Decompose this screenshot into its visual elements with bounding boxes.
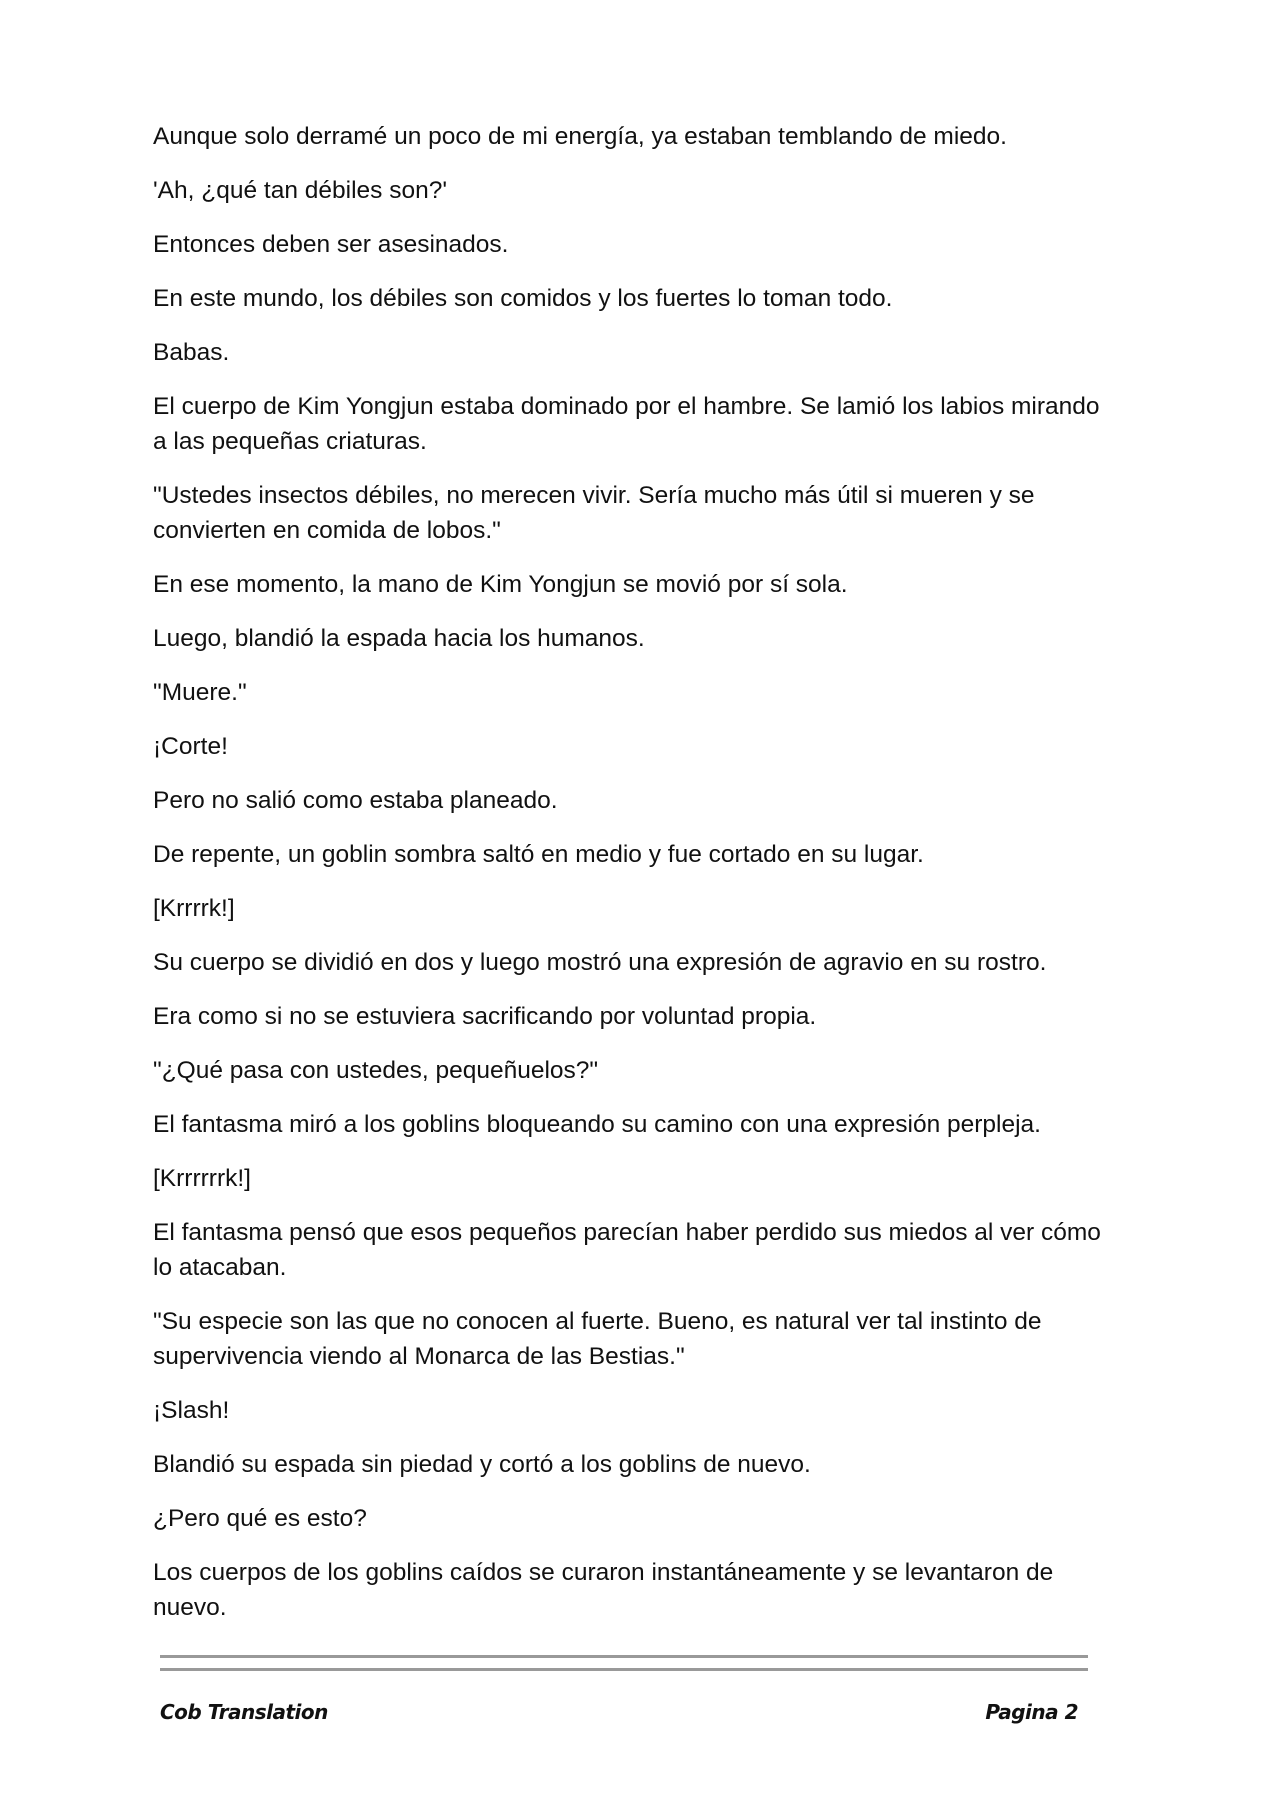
paragraph: Blandió su espada sin piedad y cortó a los goblins de nuevo. [153,1451,811,1478]
paragraph: De repente, un goblin sombra saltó en medio y fue cortado en su lugar. [153,841,924,868]
paragraph: Pero no salió como estaba planeado. [153,787,558,814]
paragraph: En ese momento, la mano de Kim Yongjun se movió por sí sola. [153,571,848,598]
footer-divider-top [160,1655,1088,1658]
document-body [153,119,1103,1644]
footer-translator-credit: Cob Translation [160,1700,328,1724]
paragraph: El fantasma pensó que esos pequeños parecían haber perdido sus miedos al ver cómo lo atacaban. [153,1219,1101,1281]
paragraph: 'Ah, ¿qué tan débiles son?' [153,177,448,204]
paragraph: ¿Pero qué es esto? [153,1505,367,1532]
paragraph: Babas. [153,339,230,366]
paragraph: Aunque solo derramé un poco de mi energía, ya estaban temblando de miedo. [153,123,1007,150]
paragraph: "Su especie son las que no conocen al fuerte. Bueno, es natural ver tal instinto de supervivencia viendo al Monarca de las Bestias." [153,1308,1042,1370]
paragraph: Luego, blandió la espada hacia los humanos. [153,625,645,652]
paragraph: "Ustedes insectos débiles, no merecen vivir. Sería mucho más útil si mueren y se convierten en comida de lobos." [153,482,1035,544]
paragraph: Entonces deben ser asesinados. [153,231,509,258]
paragraph: El cuerpo de Kim Yongjun estaba dominado por el hambre. Se lamió los labios mirando a las pequeñas criaturas. [153,393,1100,455]
paragraph: "¿Qué pasa con ustedes, pequeñuelos?" [153,1057,599,1084]
footer-page-number: Pagina 2 [985,1700,1078,1724]
paragraph: [Krrrrrrk!] [153,1165,251,1192]
footer-divider-bottom [160,1668,1088,1671]
paragraph: [Krrrrk!] [153,895,235,922]
paragraph: ¡Slash! [153,1397,230,1424]
paragraph: El fantasma miró a los goblins bloqueando su camino con una expresión perpleja. [153,1111,1041,1138]
paragraph: Los cuerpos de los goblins caídos se curaron instantáneamente y se levantaron de nuevo. [153,1559,1054,1621]
paragraph: Era como si no se estuviera sacrificando por voluntad propia. [153,1003,817,1030]
paragraph: ¡Corte! [153,733,228,760]
paragraph: En este mundo, los débiles son comidos y los fuertes lo toman todo. [153,285,893,312]
paragraph: Su cuerpo se dividió en dos y luego mostró una expresión de agravio en su rostro. [153,949,1047,976]
paragraph: "Muere." [153,679,247,706]
